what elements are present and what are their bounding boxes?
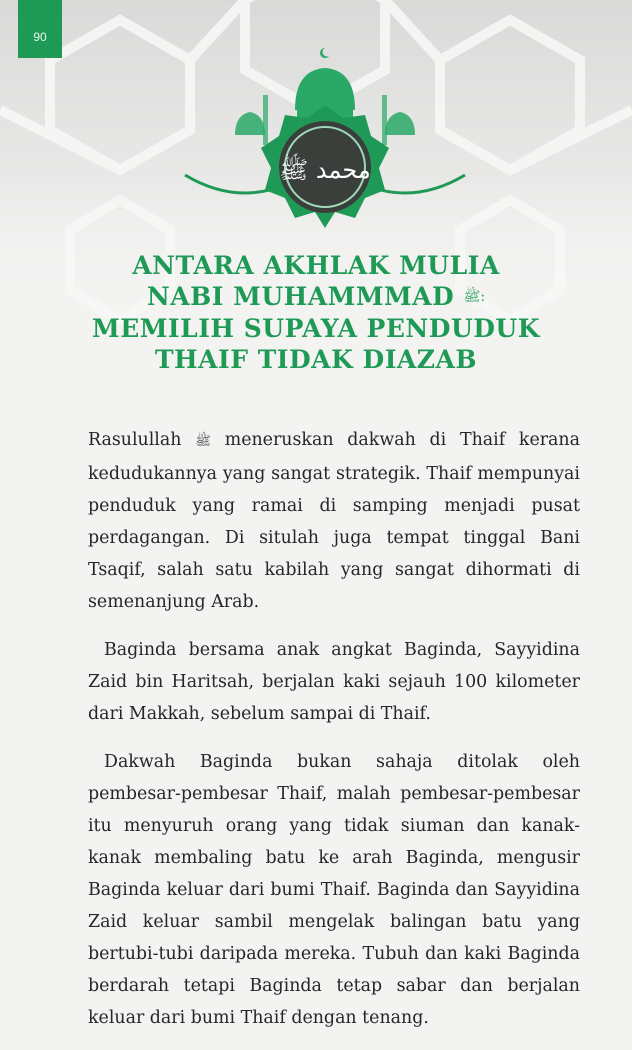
paragraph-2: Baginda bersama anak angkat Baginda, Sayyidina Zaid bin Haritsah, berjalan kaki sejauh 100 kilometer dari Makkah, sebelum sampai di Thaif. <box>88 640 580 724</box>
page-number-tab <box>18 0 62 58</box>
body-text <box>88 424 580 1050</box>
paragraph-1 <box>88 424 580 618</box>
title-seal: ﷺ: <box>463 289 486 305</box>
medallion-icon <box>261 105 389 228</box>
title-line-4: THAIF TIDAK DIAZAB <box>154 345 478 374</box>
calligraphy-text: محمد ﷺ <box>279 156 371 184</box>
paragraph-1-start: Rasulullah <box>88 430 182 450</box>
paragraph-3: Dakwah Baginda bukan sahaja ditolak oleh pembesar-pembesar Thaif, malah pembesar-pembesar itu menyuruh orang yang tidak siuman dan kanak-kanak membaling batu ke arah Baginda, mengusir Baginda keluar dari bumi Thaif. Baginda dan Sayyidina Zaid keluar sambil mengelak balingan batu yang bertubi-tubi daripada mereka. Tubuh dan kaki Baginda berdarah tetapi Baginda tetap sabar dan berjalan keluar dari bumi Thaif dengan tenang. <box>88 752 580 1028</box>
title-line-2-wrapper <box>40 281 592 313</box>
honorific-symbol: ﷺ <box>195 434 211 449</box>
title-line-1: ANTARA AKHLAK MULIA <box>132 251 500 280</box>
chapter-title <box>40 250 592 375</box>
title-line-2: NABI MUHAMMMAD <box>146 282 455 311</box>
page-number: 90 <box>33 30 47 44</box>
muhammad-calligraphy-emblem <box>175 40 475 240</box>
title-line-3: MEMILIH SUPAYA PENDUDUK <box>92 314 540 343</box>
paragraph-1-rest: meneruskan dakwah di Thaif kerana kedudukannya yang sangat strategik. Thaif mempunyai penduduk yang ramai di samping menjadi pusat perdagangan. Di situlah juga tempat tinggal Bani Tsaqif, salah satu kabilah yang sangat dihormati di semenanjung Arab. <box>88 430 580 612</box>
